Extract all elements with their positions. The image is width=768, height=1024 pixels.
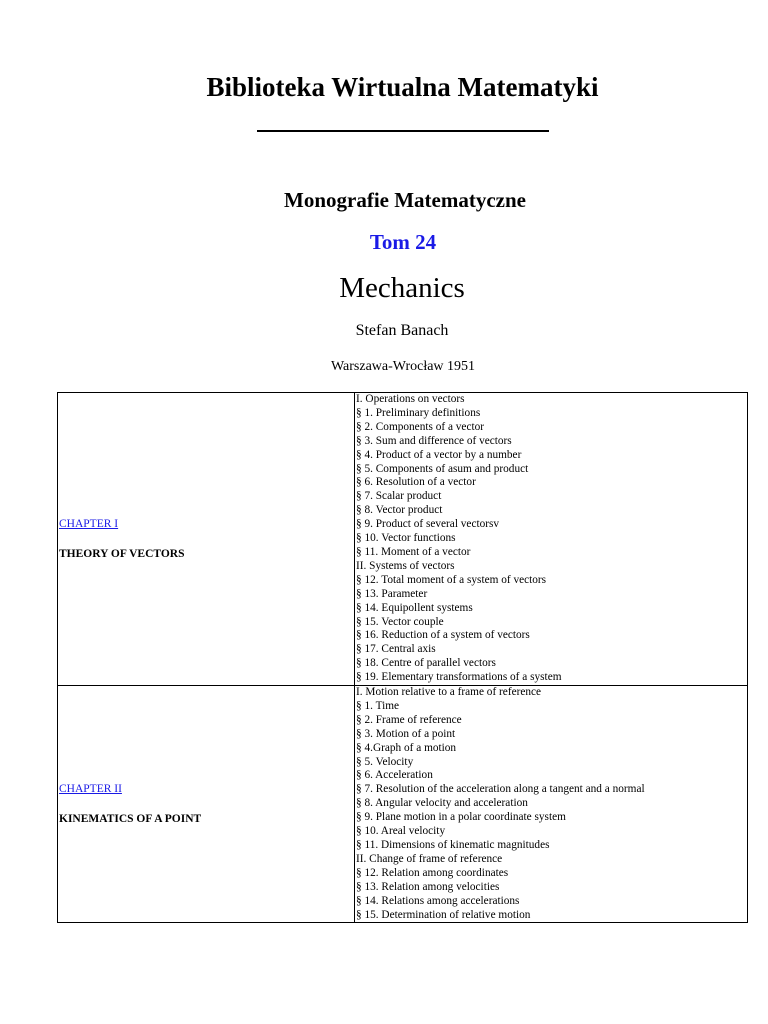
section-item: II. Change of frame of reference xyxy=(356,852,503,865)
section-item: § 12. Relation among coordinates xyxy=(356,866,509,879)
section-item: § 9. Plane motion in a polar coordinate system xyxy=(356,811,566,824)
section-item: § 5. Velocity xyxy=(356,755,414,768)
section-item: § 14. Equipollent systems xyxy=(356,601,473,614)
series-title: Monografie Matematyczne xyxy=(284,188,526,212)
section-item: I. Motion relative to a frame of reference xyxy=(356,686,542,699)
sections-cell xyxy=(355,393,748,686)
author-name: Stefan Banach xyxy=(355,322,449,339)
site-title: Biblioteka Wirtualna Matematyki xyxy=(206,72,599,102)
section-item: § 4. Product of a vector by a number xyxy=(356,448,522,461)
section-item: § 19. Elementary transformations of a system xyxy=(356,671,562,684)
section-item: § 10. Areal velocity xyxy=(356,825,446,838)
section-item: § 11. Dimensions of kinematic magnitudes xyxy=(356,839,550,851)
chapter-row xyxy=(58,393,748,686)
section-item: § 13. Relation among velocities xyxy=(356,880,500,893)
section-item: § 17. Central axis xyxy=(356,643,436,656)
section-item: § 15. Determination of relative motion xyxy=(356,908,531,921)
section-item: § 18. Centre of parallel vectors xyxy=(356,657,496,670)
title-divider xyxy=(257,130,549,132)
volume-link[interactable]: Tom 24 xyxy=(369,230,437,254)
chapter-link[interactable]: CHAPTER I xyxy=(59,518,119,531)
section-item: § 12. Total moment of a system of vectors xyxy=(356,573,547,586)
imprint: Warszawa-Wrocław 1951 xyxy=(330,359,476,374)
section-item: § 16. Reduction of a system of vectors xyxy=(356,629,530,642)
section-item: § 3. Motion of a point xyxy=(356,727,456,740)
section-item: § 9. Product of several vectorsv xyxy=(356,518,500,531)
section-item: § 11. Moment of a vector xyxy=(356,545,471,558)
chapter-link[interactable]: CHAPTER II xyxy=(59,783,122,796)
chapter-row xyxy=(58,686,748,923)
chapter-name: THEORY OF VECTORS xyxy=(59,548,185,561)
section-list xyxy=(356,686,747,922)
section-item: § 5. Components of asum and product xyxy=(356,462,529,475)
section-item: § 14. Relations among accelerations xyxy=(356,894,520,907)
sections-cell xyxy=(355,686,748,923)
section-item: § 15. Vector couple xyxy=(356,615,444,628)
section-item: § 2. Frame of reference xyxy=(356,713,462,726)
section-item: § 1. Preliminary definitions xyxy=(356,406,481,419)
section-item: § 1. Time xyxy=(356,699,400,712)
table-of-contents xyxy=(57,392,748,923)
section-item: § 3. Sum and difference of vectors xyxy=(356,434,512,447)
section-item: § 8. Angular velocity and acceleration xyxy=(356,797,528,810)
chapter-name: KINEMATICS OF A POINT xyxy=(59,813,202,826)
section-item: § 4.Graph of a motion xyxy=(356,741,457,754)
section-item: II. Systems of vectors xyxy=(356,559,455,572)
chapter-cell xyxy=(58,686,355,923)
section-item: § 6. Resolution of a vector xyxy=(356,476,476,489)
book-title: Mechanics xyxy=(339,272,465,304)
section-item: § 7. Resolution of the acceleration along a tangent and a normal xyxy=(356,783,645,796)
section-item: § 10. Vector functions xyxy=(356,532,456,545)
chapter-cell xyxy=(58,393,355,686)
section-item: § 7. Scalar product xyxy=(356,490,442,503)
section-item: § 13. Parameter xyxy=(356,587,428,600)
section-list xyxy=(356,393,747,685)
section-item: I. Operations on vectors xyxy=(356,393,465,405)
section-item: § 2. Components of a vector xyxy=(356,420,485,433)
section-item: § 8. Vector product xyxy=(356,504,443,517)
section-item: § 6. Acceleration xyxy=(356,769,433,782)
